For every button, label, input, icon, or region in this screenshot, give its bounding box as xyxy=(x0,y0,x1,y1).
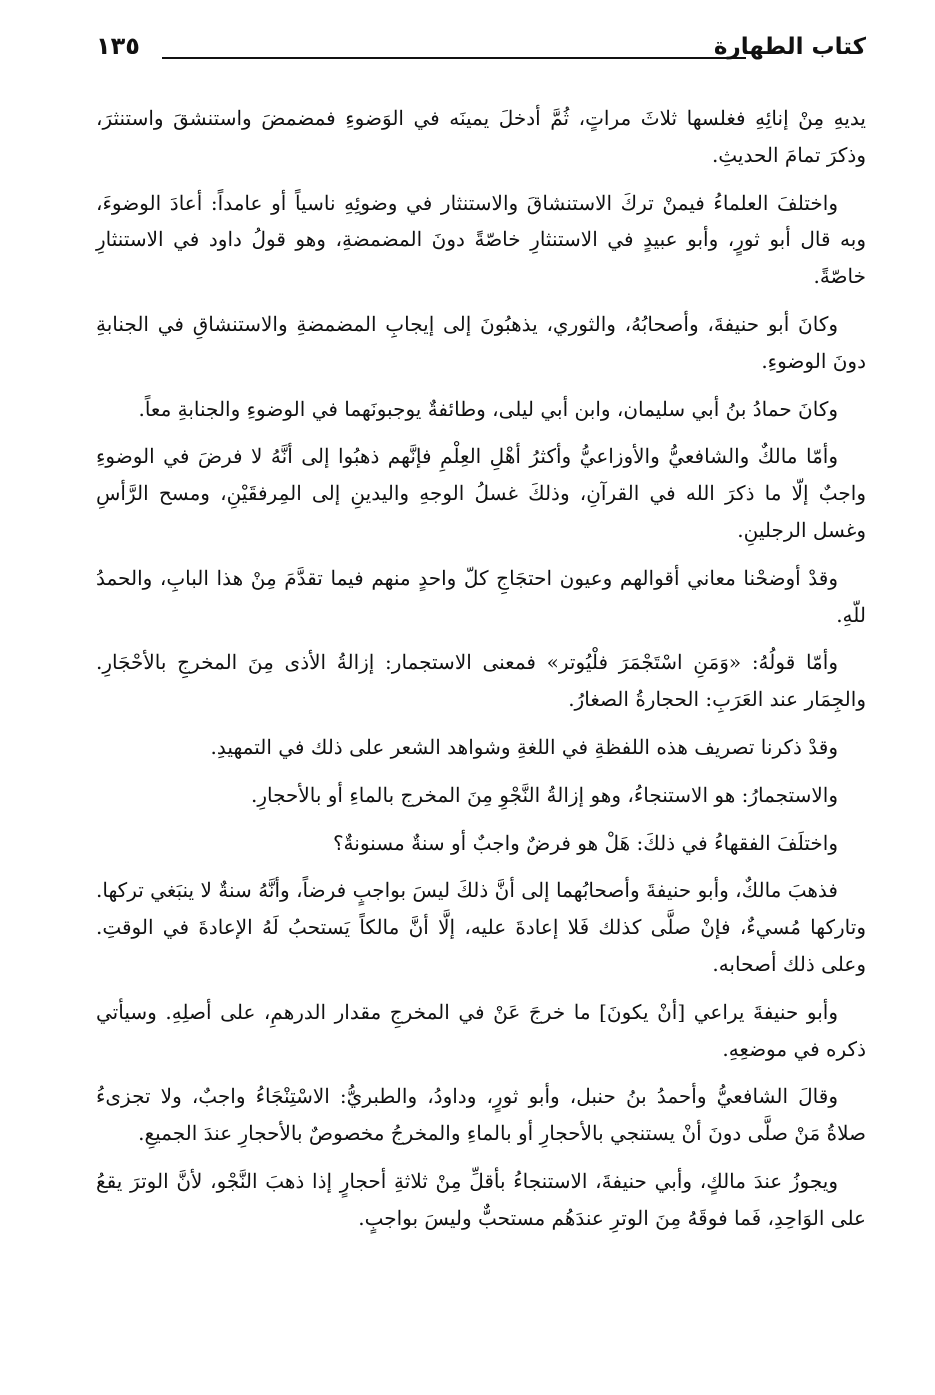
paragraph: واختلفَ العلماءُ فيمنْ تركَ الاستنشاقَ والاستنثار في وضوئِهِ ناسياً أو عامداً: أعادَ الوضوءَ، وبه قال أبو ثورٍ، وأبو عبيدٍ في الاستنثارِ خاصّةً دونَ المضمضةِ، وهو قولُ داود في الاستنثارِ خاصّةً. xyxy=(96,190,866,289)
paragraph: وأبو حنيفةَ يراعي [أنْ يكونَ] ما خرجَ عَنْ في المخرجِ مقدار الدرهمِ، على أصلِهِ. وسيأتي ذكره في موضعِهِ. xyxy=(96,999,866,1061)
paragraph: يديهِ مِنْ إنائِهِ فغلسها ثلاثَ مراتٍ، ثُمَّ أدخلَ يمينَه في الوَضوءِ فمضمضَ واستنشقَ واستنثرَ، وذكرَ تمامَ الحديثِ. xyxy=(96,106,866,167)
page-number: ١٣٥ xyxy=(96,32,140,60)
paragraph: وقدْ ذكرنا تصريف هذه اللفظةِ في اللغةِ وشواهد الشعر على ذلك في التمهيدِ. xyxy=(210,734,838,759)
page-header xyxy=(96,32,866,76)
paragraph: وكانَ أبو حنيفةَ، وأصحابُهُ، والثوري، يذهبُونَ إلى إيجابِ المضمضةِ والاستنشاقِ في الجنابةِ دونَ الوضوءِ. xyxy=(96,311,866,373)
paragraph: وكانَ حمادُ بنُ أبي سليمان، وابن أبي ليلى، وطائفةٌ يوجبونَهما في الوضوءِ والجنابةِ معاً. xyxy=(138,396,838,421)
paragraph: وقدْ أوضحْنا معاني أقوالهم وعيون احتجَاجِ كلّ واحدٍ منهم فيما تقدَّمَ مِنْ هذا البابِ، والحمدُ للّهِ. xyxy=(96,565,866,627)
paragraph: فذهبَ مالكٌ، وأبو حنيفةَ وأصحابُهما إلى أنَّ ذلكَ ليسَ بواجبٍ فرضاً، وأنَّهُ سنةٌ لا ينبَغي تركها. وتاركها مُسيءٌ، فإنْ صلَّى كذلك فَلا إعادةَ عليه، إلَّا أنَّ مالكاً يَستحبُ لَهُ الإعادةَ في الوقتِ. وعلى ذلك أصحابه. xyxy=(96,878,866,976)
running-title: كتاب الطهارة xyxy=(713,34,866,60)
page-body xyxy=(96,100,866,1248)
paragraph: والاستجمارُ: هو الاستنجاءُ، وهو إزالةُ النَّجْوِ مِنَ المخرج بالماءِ أو بالأحجارِ. xyxy=(250,782,838,807)
paragraph: وأمّا مالكٌ والشافعيُّ والأوزاعيُّ وأكثرُ أهْلِ العِلْمِ فإنَّهم ذهبُوا إلى أنَّهُ لا فرضَ في الوضوءِ واجبٌ إلّا ما ذكرَ الله في القرآنِ، وذلكَ غسلُ الوجهِ واليدينِ إلى المِرفقَيْنِ، ومسح الرَّأسِ وغسل الرجلينِ. xyxy=(96,444,866,542)
paragraph: وأمّا قولُهُ: «وَمَنِ اسْتَجْمَرَ فلْيُوتر» فمعنى الاستجمار: إزالةُ الأذى مِنَ المخرجِ بالأحْجَارِ. والجِمَار عند العَرَبِ: الحجارةُ الصغارُ. xyxy=(96,650,866,712)
paragraph: واختلَفَ الفقهاءُ في ذلكَ: هَلْ هو فرضٌ واجبٌ أو سنةٌ مسنونةٌ؟ xyxy=(332,830,838,855)
paragraph: ويجوزُ عندَ مالكٍ، وأبي حنيفةَ، الاستنجاءُ بأقلِّ مِنْ ثلاثةِ أحجارٍ إذا ذهبَ النَّجْو، لأنَّ الوترَ يقعُ على الوَاحِدِ، فَما فوقَهُ مِنَ الوترِ عندَهُم مستحبٌّ وليسَ بواجبٍ. xyxy=(96,1168,866,1230)
header-rule xyxy=(162,57,746,59)
paragraph: وقالَ الشافعيُّ وأحمدُ بنُ حنبل، وأبو ثورٍ، وداودُ، والطبريُّ: الاسْتِنْجَاءُ واجبٌ، ولا تجزىءُ صلاةُ مَنْ صلَّى دونَ أنْ يستنجي بالأحجارِ أو بالماءِ والمخرجُ مخصوصٌ بالأحجارِ عندَ الجميعِ. xyxy=(96,1084,866,1146)
